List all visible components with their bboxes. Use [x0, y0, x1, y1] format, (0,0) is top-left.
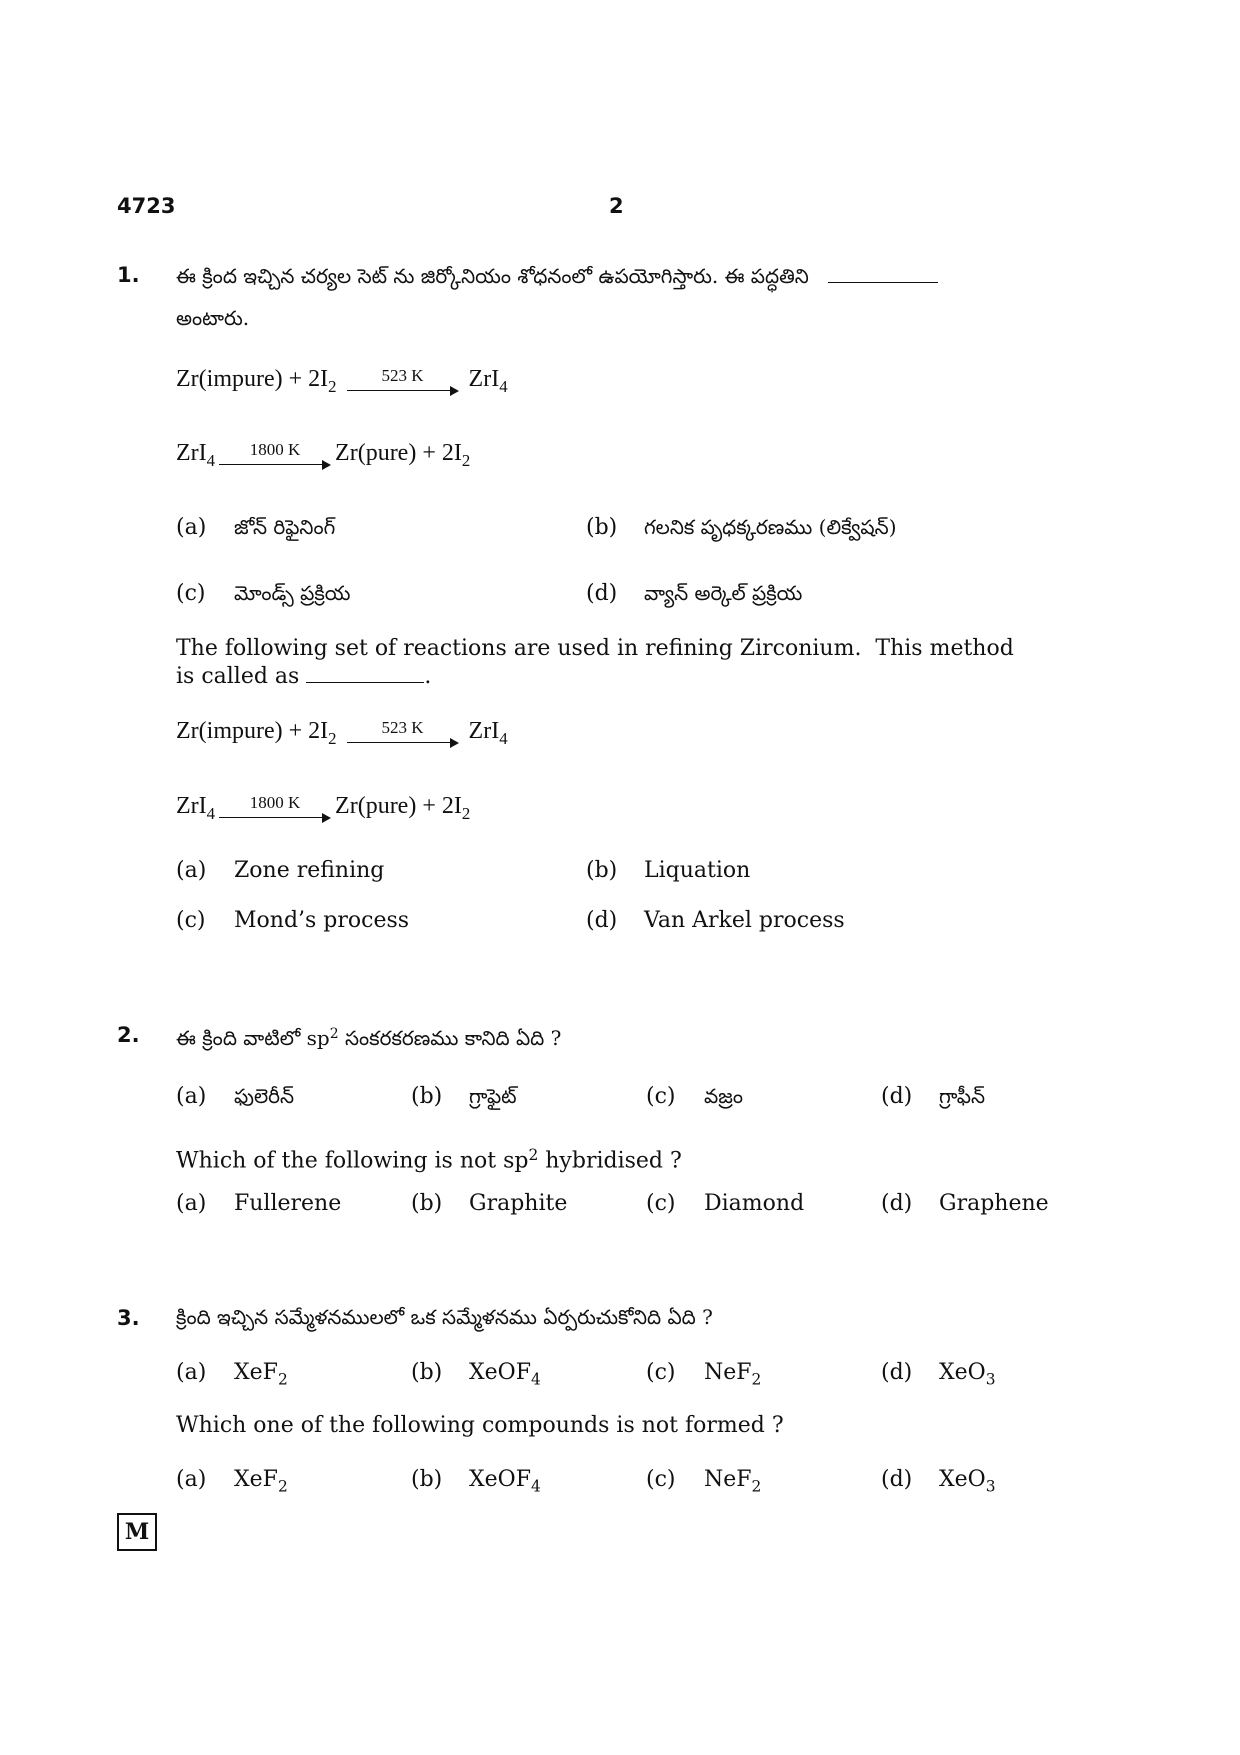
- q2-en-option-d: (d) Graphene: [881, 1191, 1049, 1216]
- q1-te-option-a: (a) జోన్ రిఫైనింగ్: [176, 515, 336, 540]
- q1-equation-1-en: Zr(impure) + $2I_2$ 523 K ZrI$_4$: [176, 717, 508, 748]
- q2-te-option-a: (a) ఫులెరీన్: [176, 1084, 295, 1109]
- paper-code: 4723: [117, 194, 176, 218]
- q2-en-option-a: (a) Fullerene: [176, 1191, 342, 1216]
- q1-en-option-c: (c) Mond’s process: [176, 908, 410, 933]
- q3-english-text: Which one of the following compounds is not formed ?: [176, 1413, 784, 1438]
- q2-te-option-c: (c) వజ్రం: [646, 1084, 743, 1109]
- question-1-number: 1.: [117, 263, 140, 287]
- q3-en-option-a: (a) XeF$_2$: [176, 1467, 288, 1496]
- q1-telugu-blank: [828, 282, 938, 283]
- q1-en-option-b: (b) Liquation: [586, 858, 751, 883]
- page-number: 2: [609, 194, 624, 218]
- series-mark-box: M: [117, 1513, 157, 1551]
- reaction-arrow: 523 K: [347, 367, 459, 397]
- q1-english-text: The following set of reactions are used in refining Zirconium. This method: [176, 636, 1014, 661]
- q2-en-option-b: (b) Graphite: [411, 1191, 568, 1216]
- q1-telugu-text-2: అంటారు.: [176, 306, 250, 330]
- q3-en-option-c: (c) NeF$_2$: [646, 1467, 762, 1496]
- q3-en-option-d: (d) XeO$_3$: [881, 1467, 996, 1496]
- question-3-number: 3.: [117, 1306, 140, 1330]
- reaction-arrow: 1800 K: [219, 794, 331, 824]
- q1-te-option-d: (d) వ్యాన్ అర్కెల్ ప్రక్రియ: [586, 581, 803, 606]
- q3-en-option-b: (b) XeOF$_4$: [411, 1467, 541, 1496]
- q1-equation-2-en: ZrI$_4$ 1800 K Zr(pure) + $2I_2$: [176, 792, 471, 823]
- q2-english-text: Which of the following is not $sp^2$ hybridised ?: [176, 1146, 682, 1174]
- q1-en-option-d: (d) Van Arkel process: [586, 908, 845, 933]
- q3-te-option-b: (b) XeOF$_4$: [411, 1360, 541, 1389]
- q1-te-option-c: (c) మోండ్స్ ప్రక్రియ: [176, 581, 351, 606]
- q3-te-option-d: (d) XeO$_3$: [881, 1360, 996, 1389]
- reaction-arrow: 1800 K: [219, 441, 331, 471]
- q1-equation-1-te: Zr(impure) + $2I_2$ 523 K ZrI$_4$: [176, 365, 508, 396]
- q3-te-option-a: (a) XeF$_2$: [176, 1360, 288, 1389]
- q1-telugu-text: ఈ క్రింద ఇచ్చిన చర్యల సెట్ ను జిర్కోనియం శోధనంలో ఉపయోగిస్తారు. ఈ పద్ధతిని: [176, 262, 938, 290]
- q1-te-option-b: (b) గలనిక పృధక్కరణము (లిక్వేషన్): [586, 515, 897, 540]
- q3-te-option-c: (c) NeF$_2$: [646, 1360, 762, 1389]
- q2-en-option-c: (c) Diamond: [646, 1191, 805, 1216]
- q2-te-option-d: (d) గ్రాఫీన్: [881, 1084, 986, 1109]
- q1-equation-2-te: ZrI$_4$ 1800 K Zr(pure) + $2I_2$: [176, 439, 471, 470]
- reaction-arrow: 523 K: [347, 719, 459, 749]
- q1-en-option-a: (a) Zone refining: [176, 858, 385, 883]
- q3-telugu-text: క్రింది ఇచ్చిన సమ్మేళనములలో ఒక సమ్మేళనము ఏర్పరుచుకోనిది ఏది ?: [176, 1305, 713, 1329]
- q1-english-blank: [306, 682, 424, 683]
- q2-telugu-text: ఈ క్రింది వాటిలో $sp^2$ సంకరకరణము కానిది ఏది ?: [176, 1026, 562, 1050]
- question-2-number: 2.: [117, 1023, 140, 1047]
- q1-english-text-2: is called as .: [176, 664, 432, 689]
- q2-te-option-b: (b) గ్రాఫైట్: [411, 1084, 517, 1109]
